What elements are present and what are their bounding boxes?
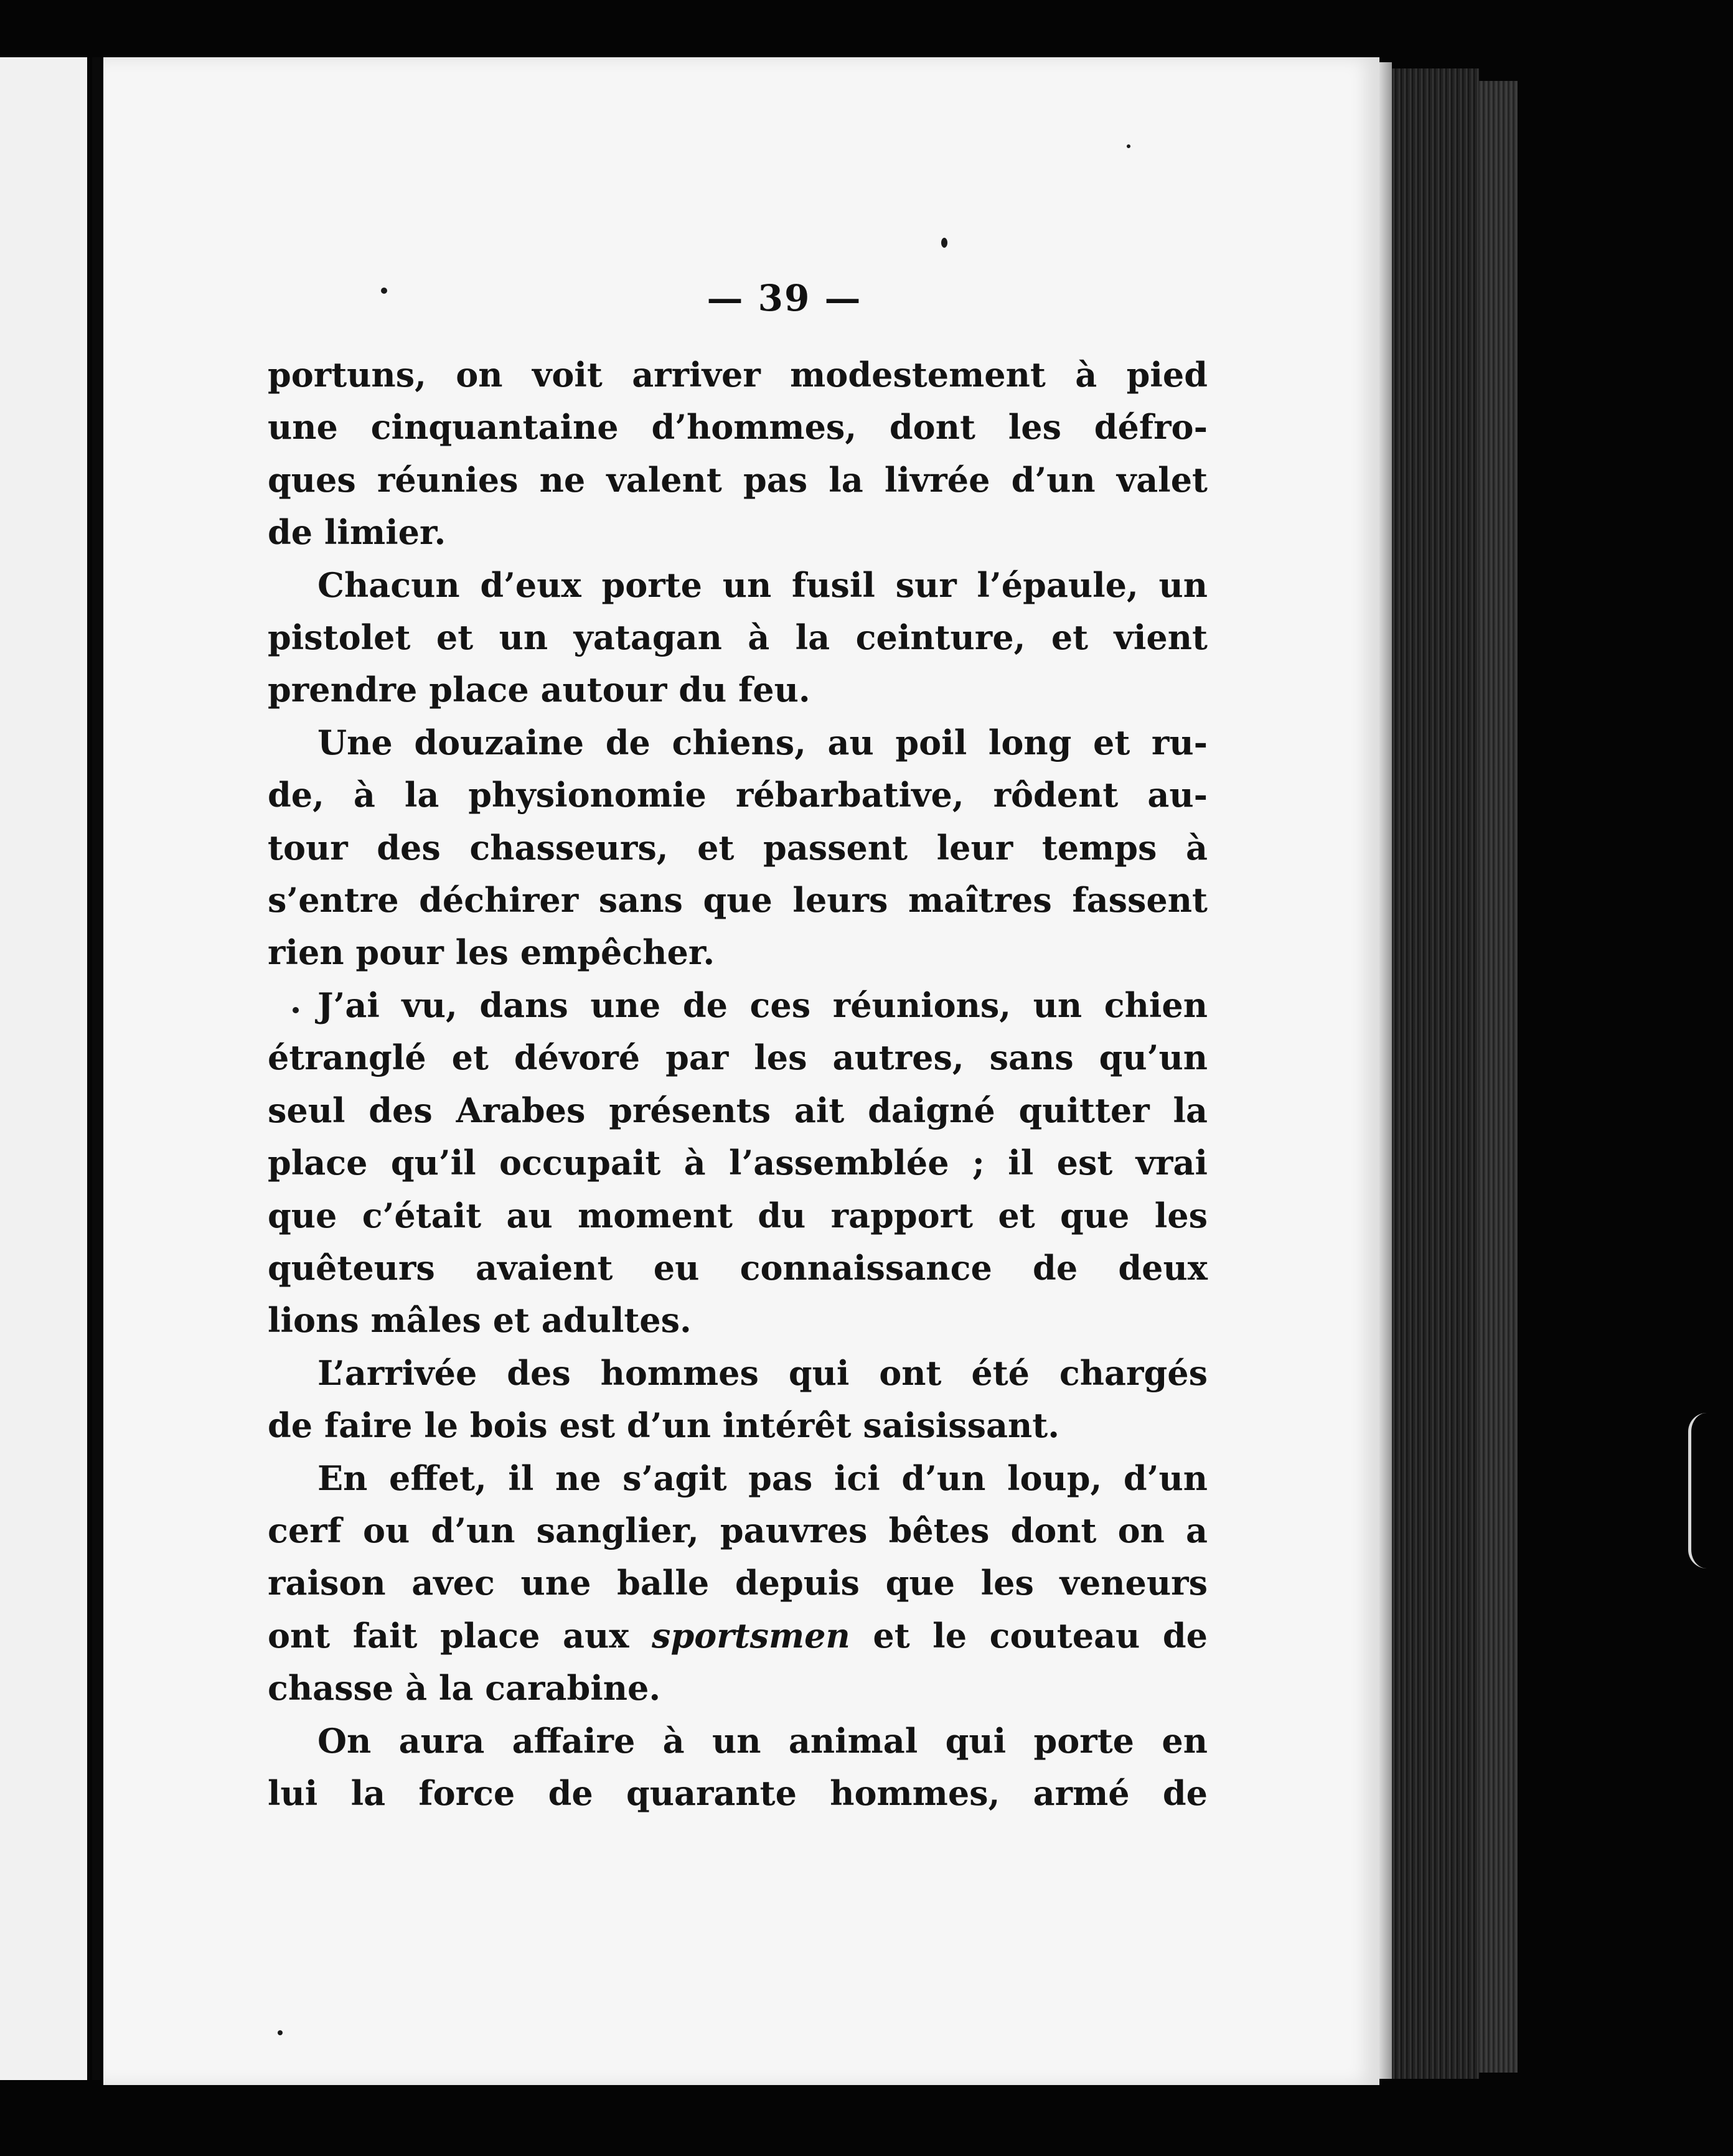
text-line: seul des Arabes présents ait daigné quitter la — [268, 1090, 1208, 1130]
text-line: de limier. — [268, 512, 446, 553]
text-line: étranglé et dévoré par les autres, sans qu’un — [268, 1038, 1208, 1078]
text-line: raison avec une balle depuis que les veneurs — [268, 1563, 1208, 1603]
text-line: une cinquantaine d’hommes, dont les défro- — [268, 407, 1208, 448]
gutter-shadow — [92, 57, 101, 2080]
body-text — [268, 349, 1208, 1819]
ink-speck — [278, 2030, 283, 2035]
page-number: — 39 — — [707, 277, 862, 319]
text-line: de, à la physionomie rébarbative, rôdent au- — [268, 775, 1208, 815]
page-edge — [1379, 62, 1392, 2079]
text-line: lions mâles et adultes. — [268, 1300, 692, 1341]
text-line: On aura affaire à un animal qui porte en — [317, 1720, 1208, 1761]
text-line: rien pour les empêcher. — [268, 932, 715, 973]
ink-speck — [1127, 144, 1130, 148]
text-line: s’entre déchirer sans que leurs maîtres fassent — [268, 880, 1208, 921]
text-line: place qu’il occupait à l’assemblée ; il est vrai — [268, 1143, 1208, 1183]
text-line: de faire le bois est d’un intérêt saisissant. — [268, 1405, 1060, 1446]
text-line: ques réunies ne valent pas la livrée d’un valet — [268, 459, 1208, 500]
page-stack — [1392, 68, 1479, 2079]
text-segment: ont fait place aux — [268, 1615, 652, 1656]
text-line: J’ai vu, dans une de ces réunions, un chien — [317, 985, 1208, 1025]
text-line: quêteurs avaient eu connaissance de deux — [268, 1247, 1208, 1288]
text-line — [268, 1610, 1208, 1662]
facing-page-edge — [0, 57, 87, 2080]
ink-speck — [381, 288, 387, 294]
text-line: Chacun d’eux porte un fusil sur l’épaule, un — [317, 565, 1208, 605]
italic-word: sportsmen — [652, 1615, 850, 1656]
text-line: En effet, il ne s’agit pas ici d’un loup, d’un — [317, 1458, 1208, 1498]
text-line: pistolet et un yatagan à la ceinture, et vient — [268, 617, 1208, 658]
text-line: tour des chasseurs, et passent leur temps à — [268, 827, 1208, 868]
text-line: que c’était au moment du rapport et que les — [268, 1195, 1208, 1235]
text-line: L’arrivée des hommes qui ont été chargés — [317, 1352, 1208, 1393]
text-line: portuns, on voit arriver modestement à pied — [268, 355, 1208, 395]
text-line: cerf ou d’un sanglier, pauvres bêtes dont on a — [268, 1510, 1208, 1550]
text-line: prendre place autour du feu. — [268, 670, 810, 710]
text-line: Une douzaine de chiens, au poil long et ru- — [317, 722, 1208, 762]
ink-speck — [941, 238, 947, 248]
text-segment: et le couteau de — [850, 1615, 1208, 1656]
text-line: chasse à la carabine. — [268, 1668, 661, 1708]
bookmark-ribbon — [1688, 1413, 1729, 1568]
book-cover-edge — [1479, 81, 1518, 2073]
text-line: lui la force de quarante hommes, armé de — [268, 1773, 1208, 1813]
